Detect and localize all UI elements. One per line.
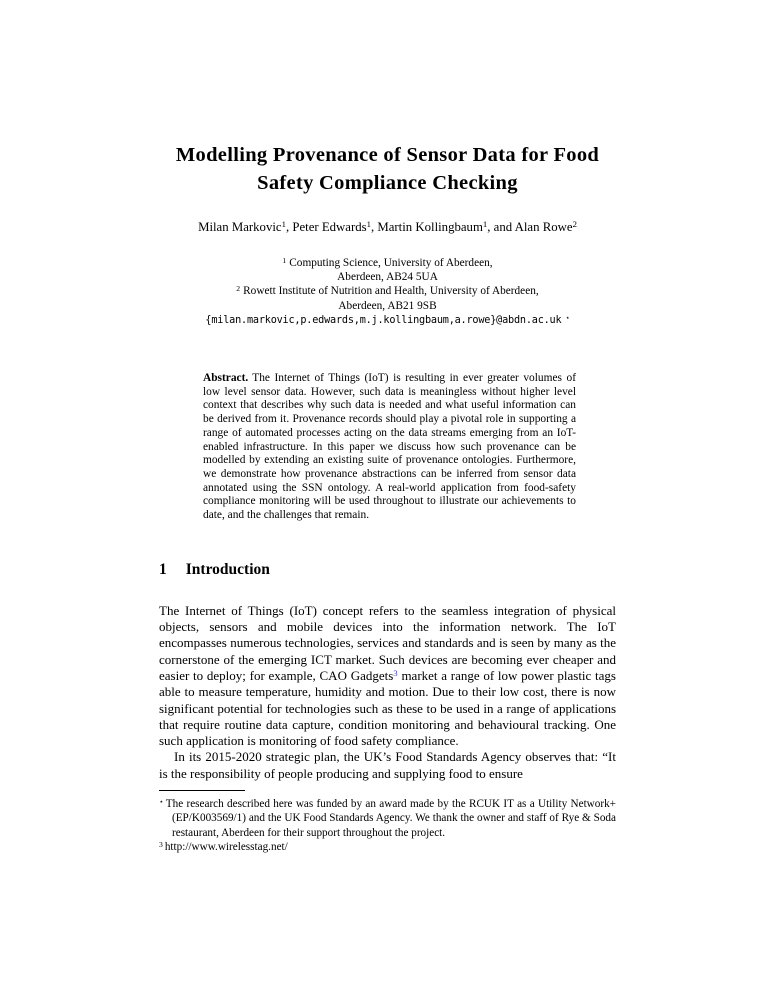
abstract-text: The Internet of Things (IoT) is resulting in ever greater volumes of low level sensor data. However, such data is meaningless without higher level context that describes why such data is needed and what useful information can be derived from it. Provenance records should play a pivotal role in supporting a range of automated processes acting on the data streams emerging from an IoT-enabled infrastructure. In this paper we discuss how such provenance can be modelled by extending an existing suite of provenance ontologies. Furthermore, we demonstrate how provenance abstractions can be inferred from sensor data annotated using the SSN ontology. A real-world application from food-safety compliance monitoring will be used throughout to illustrate our achievements to date, and the challenges that remain. [203,372,576,522]
footnote-url[interactable]: http://www.wirelesstag.net/ [164,841,288,854]
footnote-3-mark: 3 [159,839,163,849]
affiliation-1-text: Computing Science, University of Aberdeen, [289,257,493,269]
author-line [159,219,616,235]
author-3-affil-mark: 1 [482,219,488,230]
intro-paragraph-1-text-a: The Internet of Things (IoT) concept refers to the seamless integration of physical objects, sensors and mobile devices into the information network. The IoT encompasses numerous technologies, services and standards and is seen by many as the cornerstone of the emerging ICT market. Such devices are becoming ever cheaper and easier to deploy; for example, CAO Gadgets [159,602,616,683]
author-3: , Martin Kollingbaum [370,220,483,234]
section-number: 1 [159,560,167,578]
footnote-3-reference-link[interactable]: 3 [393,667,398,678]
footnote-thanks-text: The research described here was funded by an award made by the RCUK IT as a Utility Network+ (EP/K003569/1) and the UK Food Standards Agency. We thank the owner and staff of Rye & Soda restaurant, Aberdeen for their support throughout the project. [165,798,616,839]
affiliations-block [159,256,616,328]
affiliation-1-line-2: Aberdeen, AB24 5UA [337,271,438,284]
author-1: Milan Markovic [198,220,282,234]
abstract [203,372,576,523]
email-line [159,314,616,328]
footnote-block [159,790,616,855]
author-4: , and Alan Rowe [487,220,573,234]
intro-paragraph-1-text-b: market a range of low power plastic tags able to measure temperature, humidity and motion. Due to their low cost, there is now significant potential for technologies such as these to be used in a range of applications that require routine data capture, condition monitoring and behavioural tracking. One such application is monitoring of food safety compliance. [159,667,616,749]
footnote-thanks-mark: ⋆ [159,796,164,806]
section-heading-introduction [159,560,616,580]
paper-title [159,141,616,197]
author-1-affil-mark: 1 [281,219,286,230]
paper-title-line-1: Modelling Provenance of Sensor Data for Food [175,144,600,166]
affiliation-1-line-1 [159,256,616,270]
paper-title-line-2: Safety Compliance Checking [257,172,518,194]
affiliation-2-line-2: Aberdeen, AB21 9SB [338,299,437,312]
affiliation-2-text: Rowett Institute of Nutrition and Health, University of Aberdeen, [243,285,539,298]
footnote-rule [159,790,245,791]
email-thanks-mark: ⋆ [565,314,570,322]
section-title: Introduction [185,560,270,578]
author-4-affil-mark: 2 [572,219,577,230]
affiliation-2-line-1 [159,284,616,298]
text-column [159,0,616,855]
author-2: , Peter Edwards [285,220,367,234]
intro-paragraph-1 [159,603,616,750]
intro-paragraph-2: In its 2015-2020 strategic plan, the UK’s Food Standards Agency observes that: “It is the responsibility of people producing and supplying food to ensure [159,749,616,781]
footnote-thanks [159,797,616,840]
email-address: {milan.markovic,p.edwards,m.j.kollingbaum,a.rowe}@abdn.ac.uk [205,314,562,326]
affiliation-2-mark: 2 [236,283,241,293]
author-2-affil-mark: 1 [366,219,371,230]
affiliation-1-mark: 1 [282,255,287,265]
footnote-3 [159,840,616,854]
abstract-label: Abstract. [203,372,249,385]
